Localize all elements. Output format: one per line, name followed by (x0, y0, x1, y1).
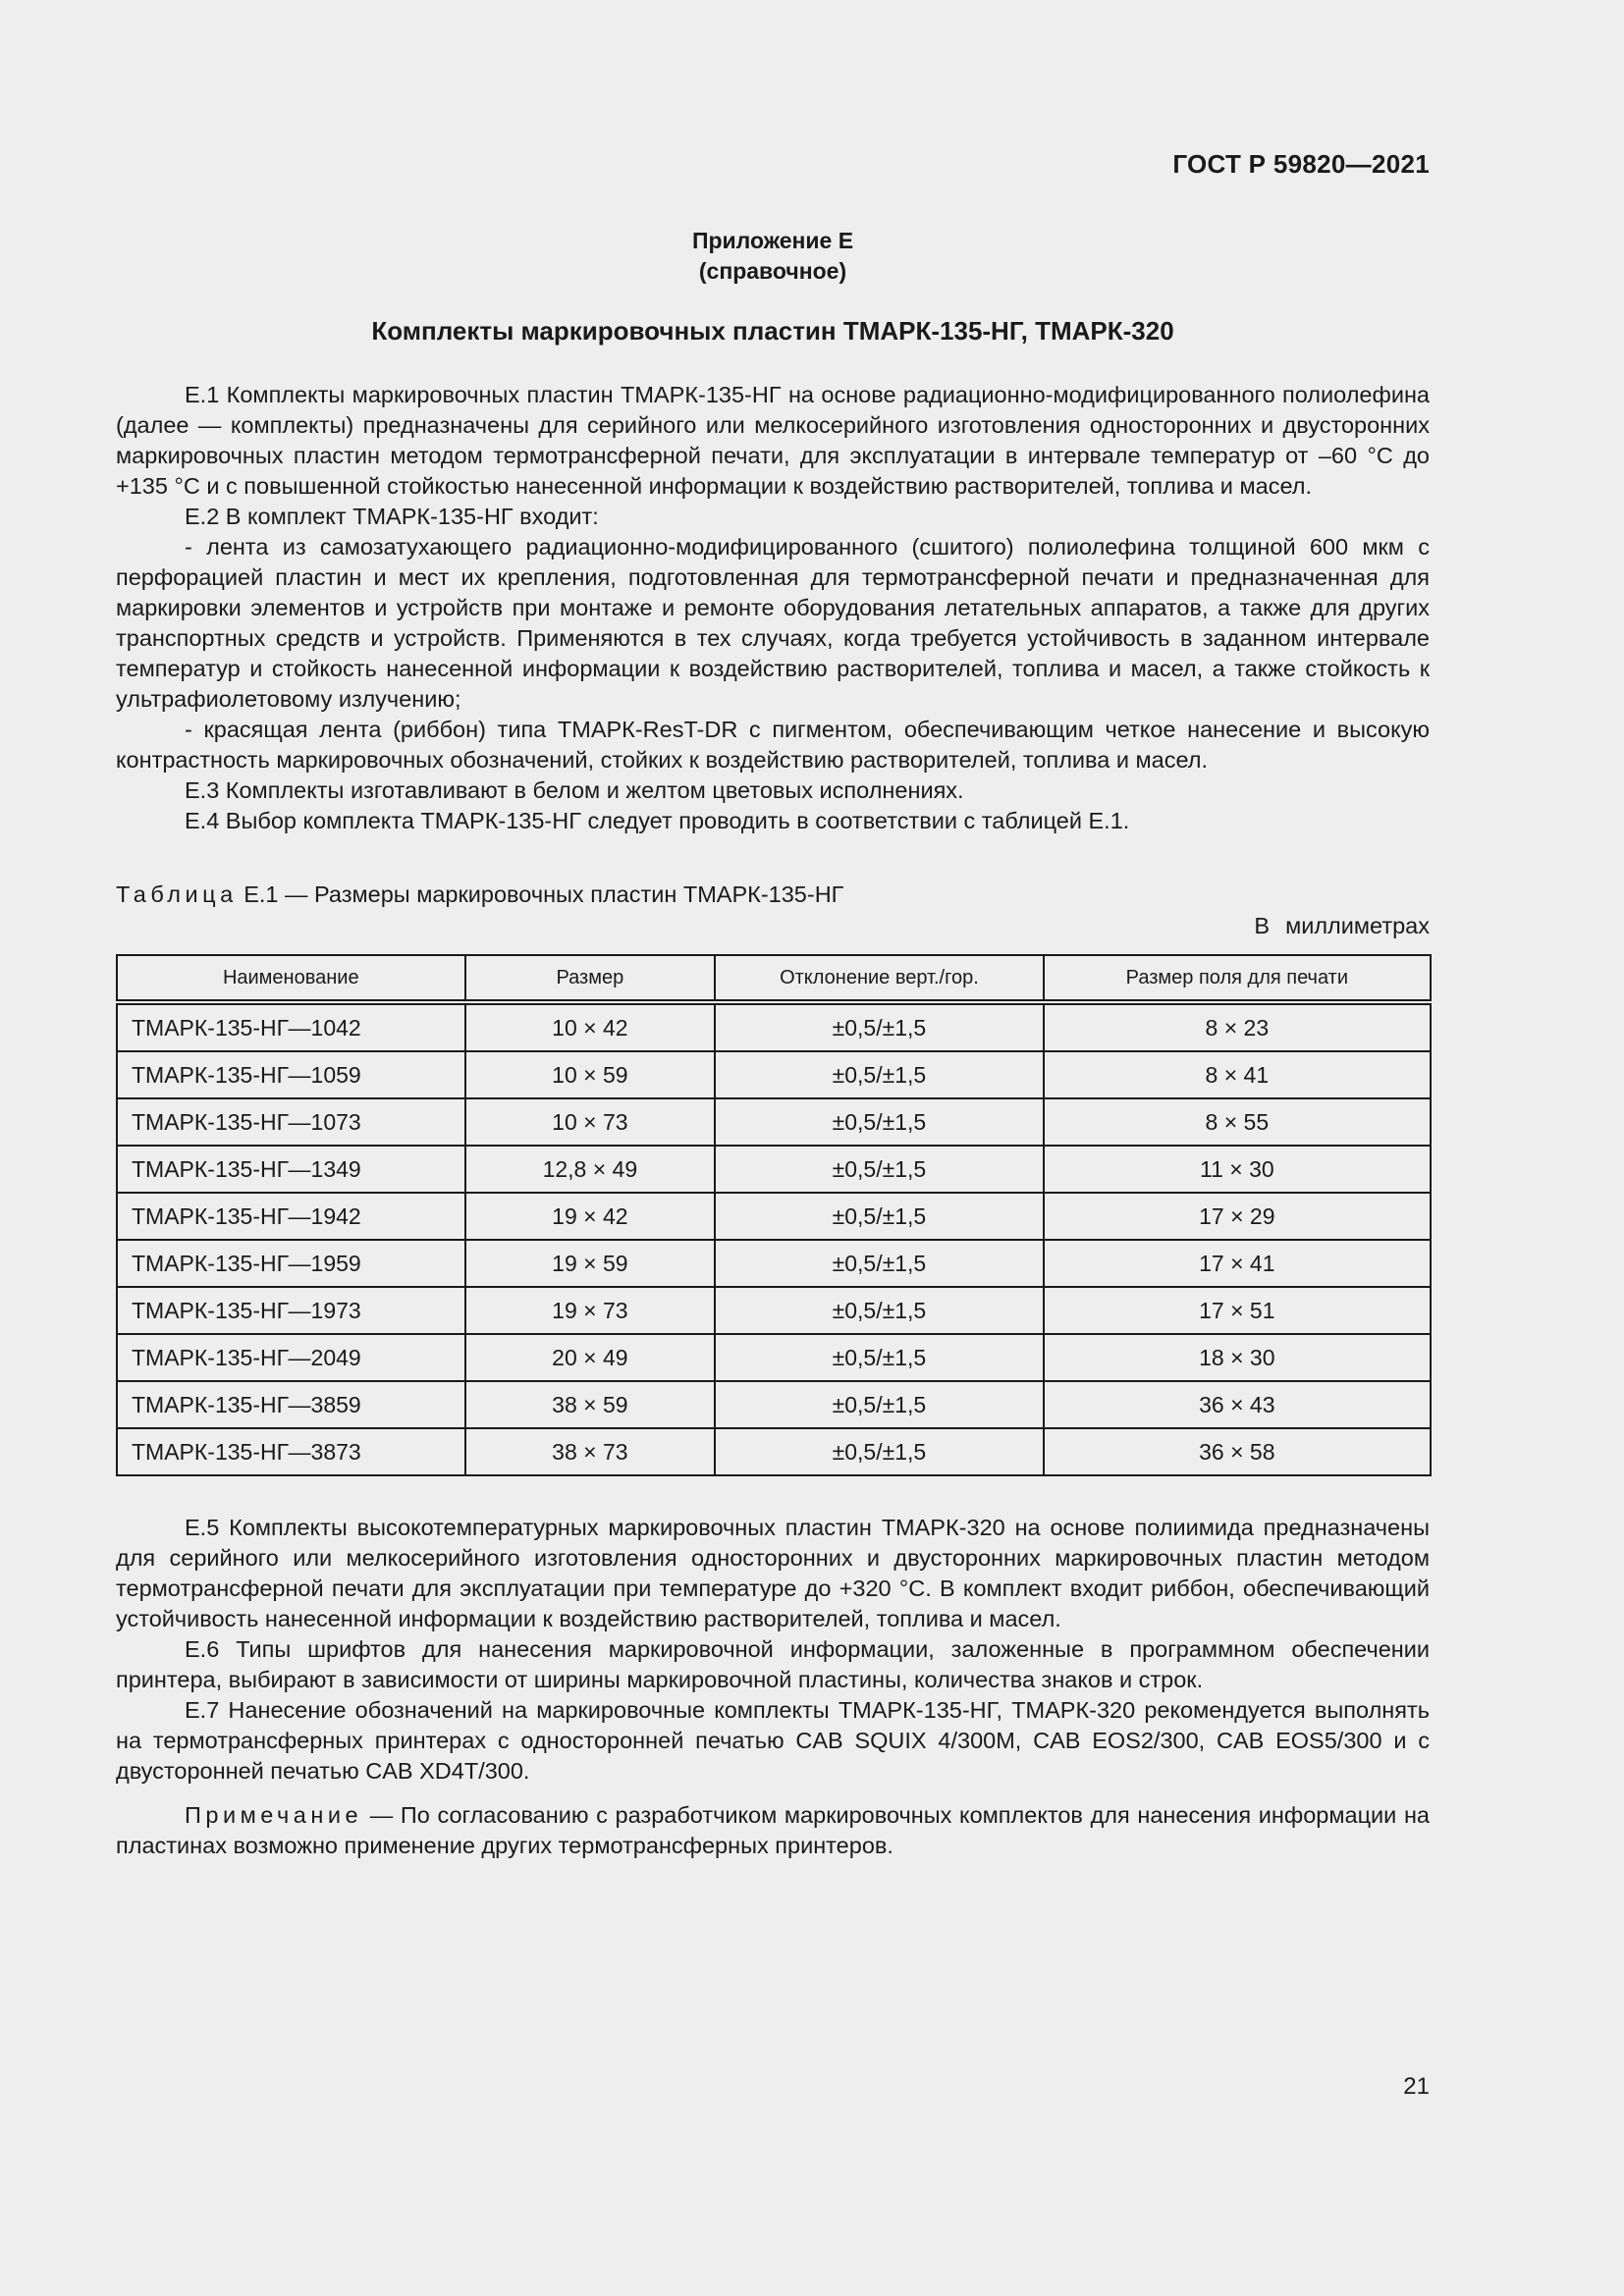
column-header: Размер (465, 955, 716, 1002)
table-cell: ТМАРК-135-НГ—1959 (117, 1240, 465, 1287)
table-cell: 36 × 43 (1044, 1381, 1431, 1428)
table-cell: 17 × 41 (1044, 1240, 1431, 1287)
appendix-heading (116, 226, 1430, 287)
table-cell: ±0,5/±1,5 (715, 1240, 1044, 1287)
paragraph: Е.4 Выбор комплекта ТМАРК-135-НГ следует проводить в соответствии с таблицей Е.1. (185, 808, 1130, 833)
table-cell: ±0,5/±1,5 (715, 1002, 1044, 1051)
table-cell: ±0,5/±1,5 (715, 1193, 1044, 1240)
list-item: - лента из самозатухающего радиационно-модифицированного (сшитого) полиолефина толщиной 600 мкм с перфорацией пластин и мест их крепления, подготовленная для термотрансферной печати и предназначенная для маркировки элементов и устройств при монтаже и ремонте оборудования летательных аппаратов, а также для других транспортных средств и устройств. Применяются в тех случаях, когда требуется устойчивость в заданном интервале температур и стойкость нанесенной информации к воздействию растворителей, топлива и масел, а также стойкость к ультрафиолетовому излучению; (116, 534, 1430, 712)
table-cell: ±0,5/±1,5 (715, 1287, 1044, 1334)
paragraph: Е.2 В комплект ТМАРК-135-НГ входит: (185, 504, 599, 529)
table-cell: 19 × 42 (465, 1193, 716, 1240)
table-cell: ±0,5/±1,5 (715, 1381, 1044, 1428)
table-cell: 20 × 49 (465, 1334, 716, 1381)
appendix-kind: (справочное) (698, 258, 847, 284)
paragraph: Е.7 Нанесение обозначений на маркировочные комплекты ТМАРК-135-НГ, ТМАРК-320 рекомендуется выполнять на термотрансферных принтерах с односторонней печатью CAB SQUIX 4/300М, CAB EOS2/300, CAB EOS5/300 и с двусторонней печатью CAB XD4T/300. (116, 1697, 1430, 1784)
table-cell: ТМАРК-135-НГ—3873 (117, 1428, 465, 1475)
sizes-table (116, 954, 1432, 1476)
table-row (117, 1098, 1431, 1146)
note (116, 1800, 1430, 1861)
table-cell: ТМАРК-135-НГ—1942 (117, 1193, 465, 1240)
table-cell: 19 × 59 (465, 1240, 716, 1287)
column-header: Размер поля для печати (1044, 955, 1431, 1002)
table-cell: 12,8 × 49 (465, 1146, 716, 1193)
table-row (117, 1381, 1431, 1428)
note-text: — По согласованию с разработчиком маркировочных комплектов для нанесения информации на пластинах возможно применение других термотрансферных принтеров. (116, 1802, 1430, 1858)
units-prefix: В (1254, 913, 1271, 938)
table-cell: 8 × 41 (1044, 1051, 1431, 1098)
document-title: Комплекты маркировочных пластин ТМАРК-135-НГ, ТМАРК-320 (371, 316, 1174, 346)
note-label: Примечание (185, 1802, 363, 1828)
list-item: - красящая лента (риббон) типа ТМАРК-ResT-DR с пигментом, обеспечивающим четкое нанесение и высокую контрастность маркировочных обозначений, стойких к воздействию растворителей, топлива и масел. (116, 717, 1430, 773)
table-cell: 17 × 51 (1044, 1287, 1431, 1334)
column-header: Отклонение верт./гор. (715, 955, 1044, 1002)
table-units (1254, 913, 1430, 939)
paragraph: Е.5 Комплекты высокотемпературных маркировочных пластин ТМАРК-320 на основе полиимида предназначены для серийного или мелкосерийного изготовления односторонних и двусторонних маркировочных пластин методом термотрансферной печати для эксплуатации при температуре до +320 °С. В комплект входит риббон, обеспечивающий устойчивость нанесенной информации к воздействию растворителей, топлива и масел. (116, 1515, 1430, 1631)
table-row (117, 1002, 1431, 1051)
table-cell: 10 × 42 (465, 1002, 716, 1051)
table-cell: 19 × 73 (465, 1287, 716, 1334)
table-cell: 10 × 59 (465, 1051, 716, 1098)
table-row (117, 1287, 1431, 1334)
paragraph: Е.3 Комплекты изготавливают в белом и желтом цветовых исполнениях. (185, 777, 964, 803)
table-cell: ТМАРК-135-НГ—1073 (117, 1098, 465, 1146)
table-cell: ТМАРК-135-НГ—1973 (117, 1287, 465, 1334)
table-cell: ±0,5/±1,5 (715, 1098, 1044, 1146)
table-row (117, 1193, 1431, 1240)
table-body (117, 1002, 1431, 1475)
standard-code: ГОСТ Р 59820—2021 (1172, 149, 1430, 179)
table-cell: 8 × 23 (1044, 1002, 1431, 1051)
paragraphs-before-table (116, 380, 1430, 836)
table-cell: ТМАРК-135-НГ—2049 (117, 1334, 465, 1381)
note-paragraph (116, 1800, 1430, 1861)
table-cell: 38 × 59 (465, 1381, 716, 1428)
table-caption (116, 881, 843, 908)
table-cell: 17 × 29 (1044, 1193, 1431, 1240)
paragraphs-after-table (116, 1513, 1430, 1787)
table-cell: 38 × 73 (465, 1428, 716, 1475)
table-cell: ТМАРК-135-НГ—1059 (117, 1051, 465, 1098)
table-cell: 18 × 30 (1044, 1334, 1431, 1381)
table-caption-word: Таблица (116, 881, 238, 907)
table-cell: ±0,5/±1,5 (715, 1051, 1044, 1098)
table-row (117, 1146, 1431, 1193)
table-header-row (117, 955, 1431, 1002)
table-row (117, 1334, 1431, 1381)
table-row (117, 1428, 1431, 1475)
units-word: миллиметрах (1285, 913, 1430, 938)
table-cell: 36 × 58 (1044, 1428, 1431, 1475)
page-number: 21 (1403, 2073, 1430, 2100)
table-row (117, 1051, 1431, 1098)
table-cell: ±0,5/±1,5 (715, 1428, 1044, 1475)
table-row (117, 1240, 1431, 1287)
table-cell: 8 × 55 (1044, 1098, 1431, 1146)
table-cell: ТМАРК-135-НГ—1042 (117, 1002, 465, 1051)
table-cell: 10 × 73 (465, 1098, 716, 1146)
column-header: Наименование (117, 955, 465, 1002)
table-cell: ±0,5/±1,5 (715, 1334, 1044, 1381)
table-caption-text: Е.1 — Размеры маркировочных пластин ТМАРК-135-НГ (244, 881, 844, 907)
appendix-label: Приложение Е (691, 228, 854, 253)
table-cell: ТМАРК-135-НГ—3859 (117, 1381, 465, 1428)
paragraph: Е.1 Комплекты маркировочных пластин ТМАРК-135-НГ на основе радиационно-модифицированного полиолефина (далее — комплекты) предназначены для серийного или мелкосерийного изготовления односторонних и двусторонних маркировочных пластин методом термотрансферной печати, для эксплуатации в интервале температур от –60 °С до +135 °С и с повышенной стойкостью нанесенной информации к воздействию растворителей, топлива и масел. (116, 382, 1430, 499)
paragraph: Е.6 Типы шрифтов для нанесения маркировочной информации, заложенные в программном обеспечении принтера, выбирают в зависимости от ширины маркировочной пластины, количества знаков и строк. (116, 1636, 1430, 1692)
table-cell: ±0,5/±1,5 (715, 1146, 1044, 1193)
table-cell: ТМАРК-135-НГ—1349 (117, 1146, 465, 1193)
table-cell: 11 × 30 (1044, 1146, 1431, 1193)
